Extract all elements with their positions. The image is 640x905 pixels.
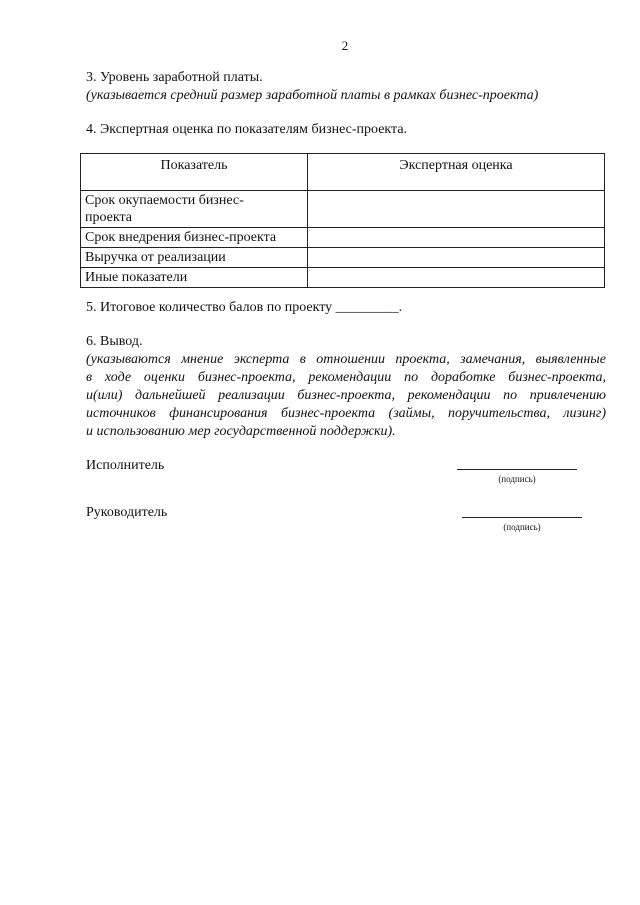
section-5-title: 5. Итоговое количество балов по проекту _________. [86,300,403,315]
table-cell-score[interactable] [308,228,605,248]
table-row [81,228,605,248]
table-cell-indicator: Срок внедрения бизнес-проекта [81,228,308,248]
section-6-note-line: и(или) дальнейшей реализации бизнес-проекта, рекомендации по привлечению [86,388,606,403]
table-cell-score[interactable] [308,191,605,228]
expert-assessment-table [80,153,605,288]
executor-label: Исполнитель [86,458,165,473]
section-6-note-line: в ходе оценки бизнес-проекта, рекомендации по доработке бизнес-проекта, [86,370,606,385]
table-cell-score[interactable] [308,248,605,268]
executor-signature-line[interactable] [457,469,577,470]
section-6-note [86,351,606,441]
section-6-note-line: (указываются мнение эксперта в отношении проекта, замечания, выявленные [86,352,606,367]
table-cell-indicator [81,191,308,228]
section-6-note-line: и использованию мер государственной поддержки). [86,424,396,439]
table-cell-score[interactable] [308,268,605,288]
table-header-row [81,154,605,191]
section-3-title: 3. Уровень заработной платы. [86,70,263,85]
table-header-score: Экспертная оценка [308,154,605,191]
table-row [81,248,605,268]
page-number: 2 [341,38,349,53]
table-row [81,268,605,288]
head-signature-line[interactable] [462,517,582,518]
executor-signature-caption: (подпись) [498,474,536,484]
head-label: Руководитель [86,505,168,520]
indicator-text-line1: Срок окупаемости бизнес- [85,193,244,208]
section-3-note: (указывается средний размер заработной платы в рамках бизнес-проекта) [86,88,539,103]
section-4-title: 4. Экспертная оценка по показателям бизнес-проекта. [86,122,408,137]
table-cell-indicator: Выручка от реализации [81,248,308,268]
head-signature-caption: (подпись) [503,522,541,532]
section-6-note-line: источников финансирования бизнес-проекта (займы, поручительства, лизинг) [86,406,606,421]
indicator-text-line2: проекта [85,210,132,225]
section-6-title: 6. Вывод. [86,334,143,349]
table-cell-indicator: Иные показатели [81,268,308,288]
table-header-indicator: Показатель [81,154,308,191]
table-row [81,191,605,228]
